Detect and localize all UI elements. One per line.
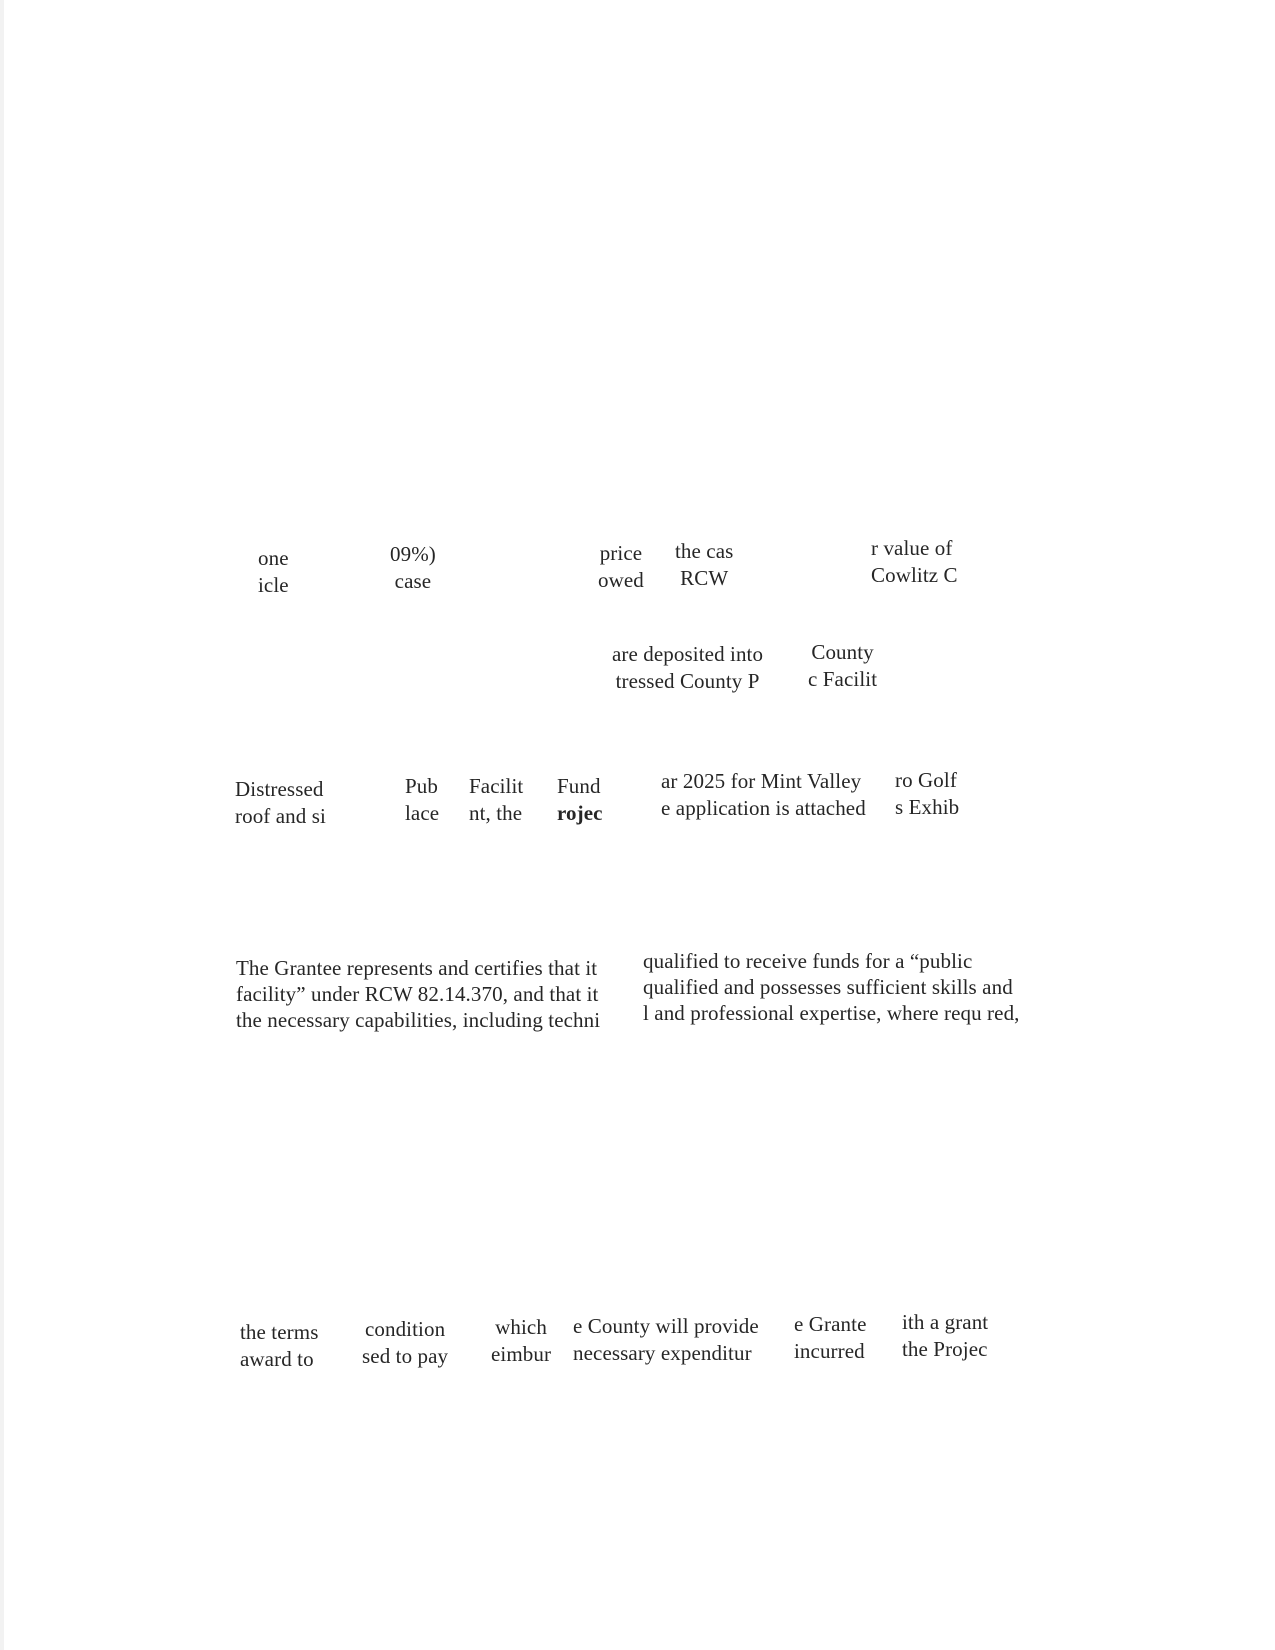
text-fragment — [902, 1309, 988, 1363]
text-fragment — [675, 538, 733, 592]
text-fragment — [235, 776, 326, 830]
text-line: owed — [598, 568, 644, 592]
text-line: one — [258, 546, 289, 570]
text-fragment — [794, 1311, 867, 1365]
text-line: 09%) — [390, 542, 436, 566]
text-line: necessary expenditur — [573, 1341, 752, 1365]
text-line: the Projec — [902, 1337, 988, 1361]
page-edge — [0, 0, 4, 1650]
text-line: roof and si — [235, 804, 326, 828]
text-line: eimbur — [491, 1342, 552, 1366]
text-fragment — [573, 1313, 759, 1367]
text-line: ith a grant — [902, 1310, 989, 1334]
text-line: Pub — [405, 774, 438, 798]
text-line: incurred — [794, 1339, 865, 1363]
text-fragment — [643, 948, 1020, 1026]
text-line: County — [811, 640, 874, 664]
text-fragment — [362, 1316, 448, 1370]
text-line: c Facilit — [808, 667, 878, 691]
text-line: ar 2025 for Mint Valley — [661, 769, 862, 793]
text-line: qualified to receive funds for a “public — [643, 949, 973, 973]
text-fragment — [612, 641, 763, 695]
text-line: condition — [364, 1317, 446, 1341]
text-line: l and professional expertise, where requ red, — [643, 1001, 1020, 1025]
text-line: Distressed — [235, 777, 324, 801]
text-line: the terms — [240, 1320, 319, 1344]
text-line: e application is attached — [661, 796, 866, 820]
text-fragment — [469, 773, 523, 827]
text-fragment — [808, 639, 877, 693]
text-line: price — [599, 541, 643, 565]
text-line: Fund — [557, 774, 601, 798]
text-fragment — [557, 773, 603, 827]
text-line: e Grante — [794, 1312, 867, 1336]
text-line: Facilit — [469, 774, 524, 798]
text-line: case — [394, 569, 432, 593]
text-line: Cowlitz C — [871, 563, 958, 587]
text-line: s Exhib — [895, 795, 960, 819]
text-fragment — [236, 955, 600, 1033]
text-line: the cas — [675, 539, 734, 563]
text-line: nt, the — [469, 801, 523, 825]
text-line: are deposited into — [612, 642, 764, 666]
text-fragment — [895, 767, 959, 821]
text-fragment — [240, 1319, 318, 1373]
text-fragment — [258, 545, 289, 599]
text-line: sed to pay — [362, 1344, 449, 1368]
text-fragment — [661, 768, 866, 822]
text-line: icle — [258, 573, 289, 597]
text-line: e County will provide — [573, 1314, 759, 1338]
text-line: The Grantee represents and certifies that it — [236, 956, 598, 980]
text-fragment — [390, 541, 436, 595]
text-line: the necessary capabilities, including techni — [236, 1008, 601, 1032]
text-line: award to — [240, 1347, 314, 1371]
text-fragment — [405, 773, 439, 827]
text-line: which — [495, 1315, 547, 1339]
text-fragment — [491, 1314, 551, 1368]
text-line: facility” under RCW 82.14.370, and that it — [236, 982, 599, 1006]
text-line: qualified and possesses sufficient skills and — [643, 975, 1013, 999]
text-fragment — [598, 540, 644, 594]
text-line: rojec — [557, 801, 603, 825]
text-line: ro Golf — [895, 768, 957, 792]
text-line: tressed County P — [615, 669, 760, 693]
text-line: RCW — [680, 566, 729, 590]
text-line: r value of — [871, 536, 953, 560]
text-fragment — [871, 535, 958, 589]
text-line: lace — [405, 801, 440, 825]
